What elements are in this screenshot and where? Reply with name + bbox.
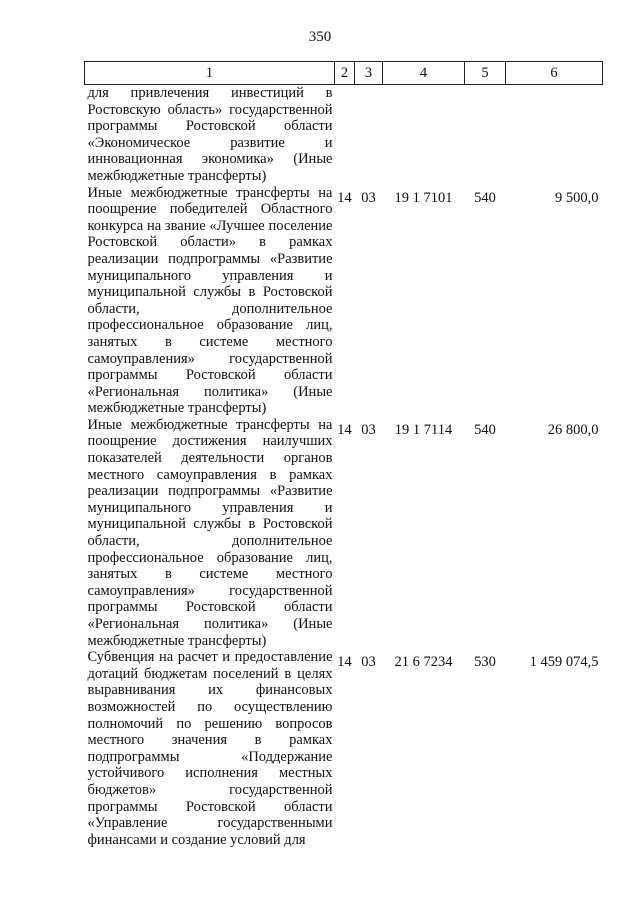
row-subsection: 03 [361, 421, 376, 438]
table-row [85, 649, 603, 848]
row-target-article: 19 1 7101 [394, 189, 453, 206]
column-header-1: 1 [85, 62, 335, 85]
row-target-article: 21 6 7234 [394, 654, 453, 671]
row-subsection: 03 [361, 189, 376, 206]
row-expense-type [465, 85, 506, 185]
page-number: 350 [308, 29, 332, 45]
row-description: Иные межбюджетные трансферты на поощрение победителей Областного конкурса на звание «Лучшее поселение Ростовской области» в рамках реализации подпрограммы «Развитие муниципального управления и муниципальной службы в Ростовской области, дополнительное профессиональное образование лиц, занятых в системе местного самоуправления» государственной программы Ростовской области «Региональная политика» (Иные межбюджетные трансферты) [87, 184, 333, 417]
row-section: 14 [337, 189, 352, 206]
row-target-article: 19 1 7114 [394, 421, 453, 438]
column-header-2: 2 [335, 62, 355, 85]
row-expense-type: 530 [474, 654, 496, 671]
row-section: 14 [337, 421, 352, 438]
table-header [85, 62, 603, 85]
row-amount: 9 500,0 [555, 189, 599, 206]
column-header-6: 6 [506, 62, 603, 85]
column-header-3: 3 [355, 62, 383, 85]
row-subsection [355, 85, 383, 185]
row-target-article [383, 85, 465, 185]
row-amount [506, 85, 603, 185]
column-header-4: 4 [383, 62, 465, 85]
row-amount: 26 800,0 [547, 421, 599, 438]
column-header-5: 5 [465, 62, 506, 85]
row-expense-type: 540 [474, 421, 496, 438]
row-description: Иные межбюджетные трансферты на поощрение достижения наилучших показателей деятельности органов местного самоуправления в рамках реализации подпрограммы «Развитие муниципального управления и муниципальной службы в Ростовской области, дополнительное профессиональное образование лиц, занятых в системе местного самоуправления» государственной программы Ростовской области «Региональная политика» (Иные межбюджетные трансферты) [87, 416, 333, 649]
row-section [335, 85, 355, 185]
row-amount: 1 459 074,5 [529, 654, 599, 671]
table-row [85, 85, 603, 185]
row-description: для привлечения инвестиций в Ростовскую область» государственной программы Ростовской области «Экономическое развитие и инновационная экономика» (Иные межбюджетные трансферты) [87, 85, 333, 184]
table-row [85, 417, 603, 649]
row-section: 14 [337, 654, 352, 671]
row-expense-type: 540 [474, 189, 496, 206]
budget-table [84, 61, 603, 848]
row-subsection: 03 [361, 654, 376, 671]
row-description: Субвенция на расчет и предоставление дотаций бюджетам поселений в целях выравнивания их финансовых возможностей по осуществлению полномочий по решению вопросов местного значения в рамках подпрограммы «Поддержание устойчивого исполнения местных бюджетов» государственной программы Ростовской области «Управление государственными финансами и создание условий для [87, 649, 333, 848]
table-row [85, 185, 603, 417]
